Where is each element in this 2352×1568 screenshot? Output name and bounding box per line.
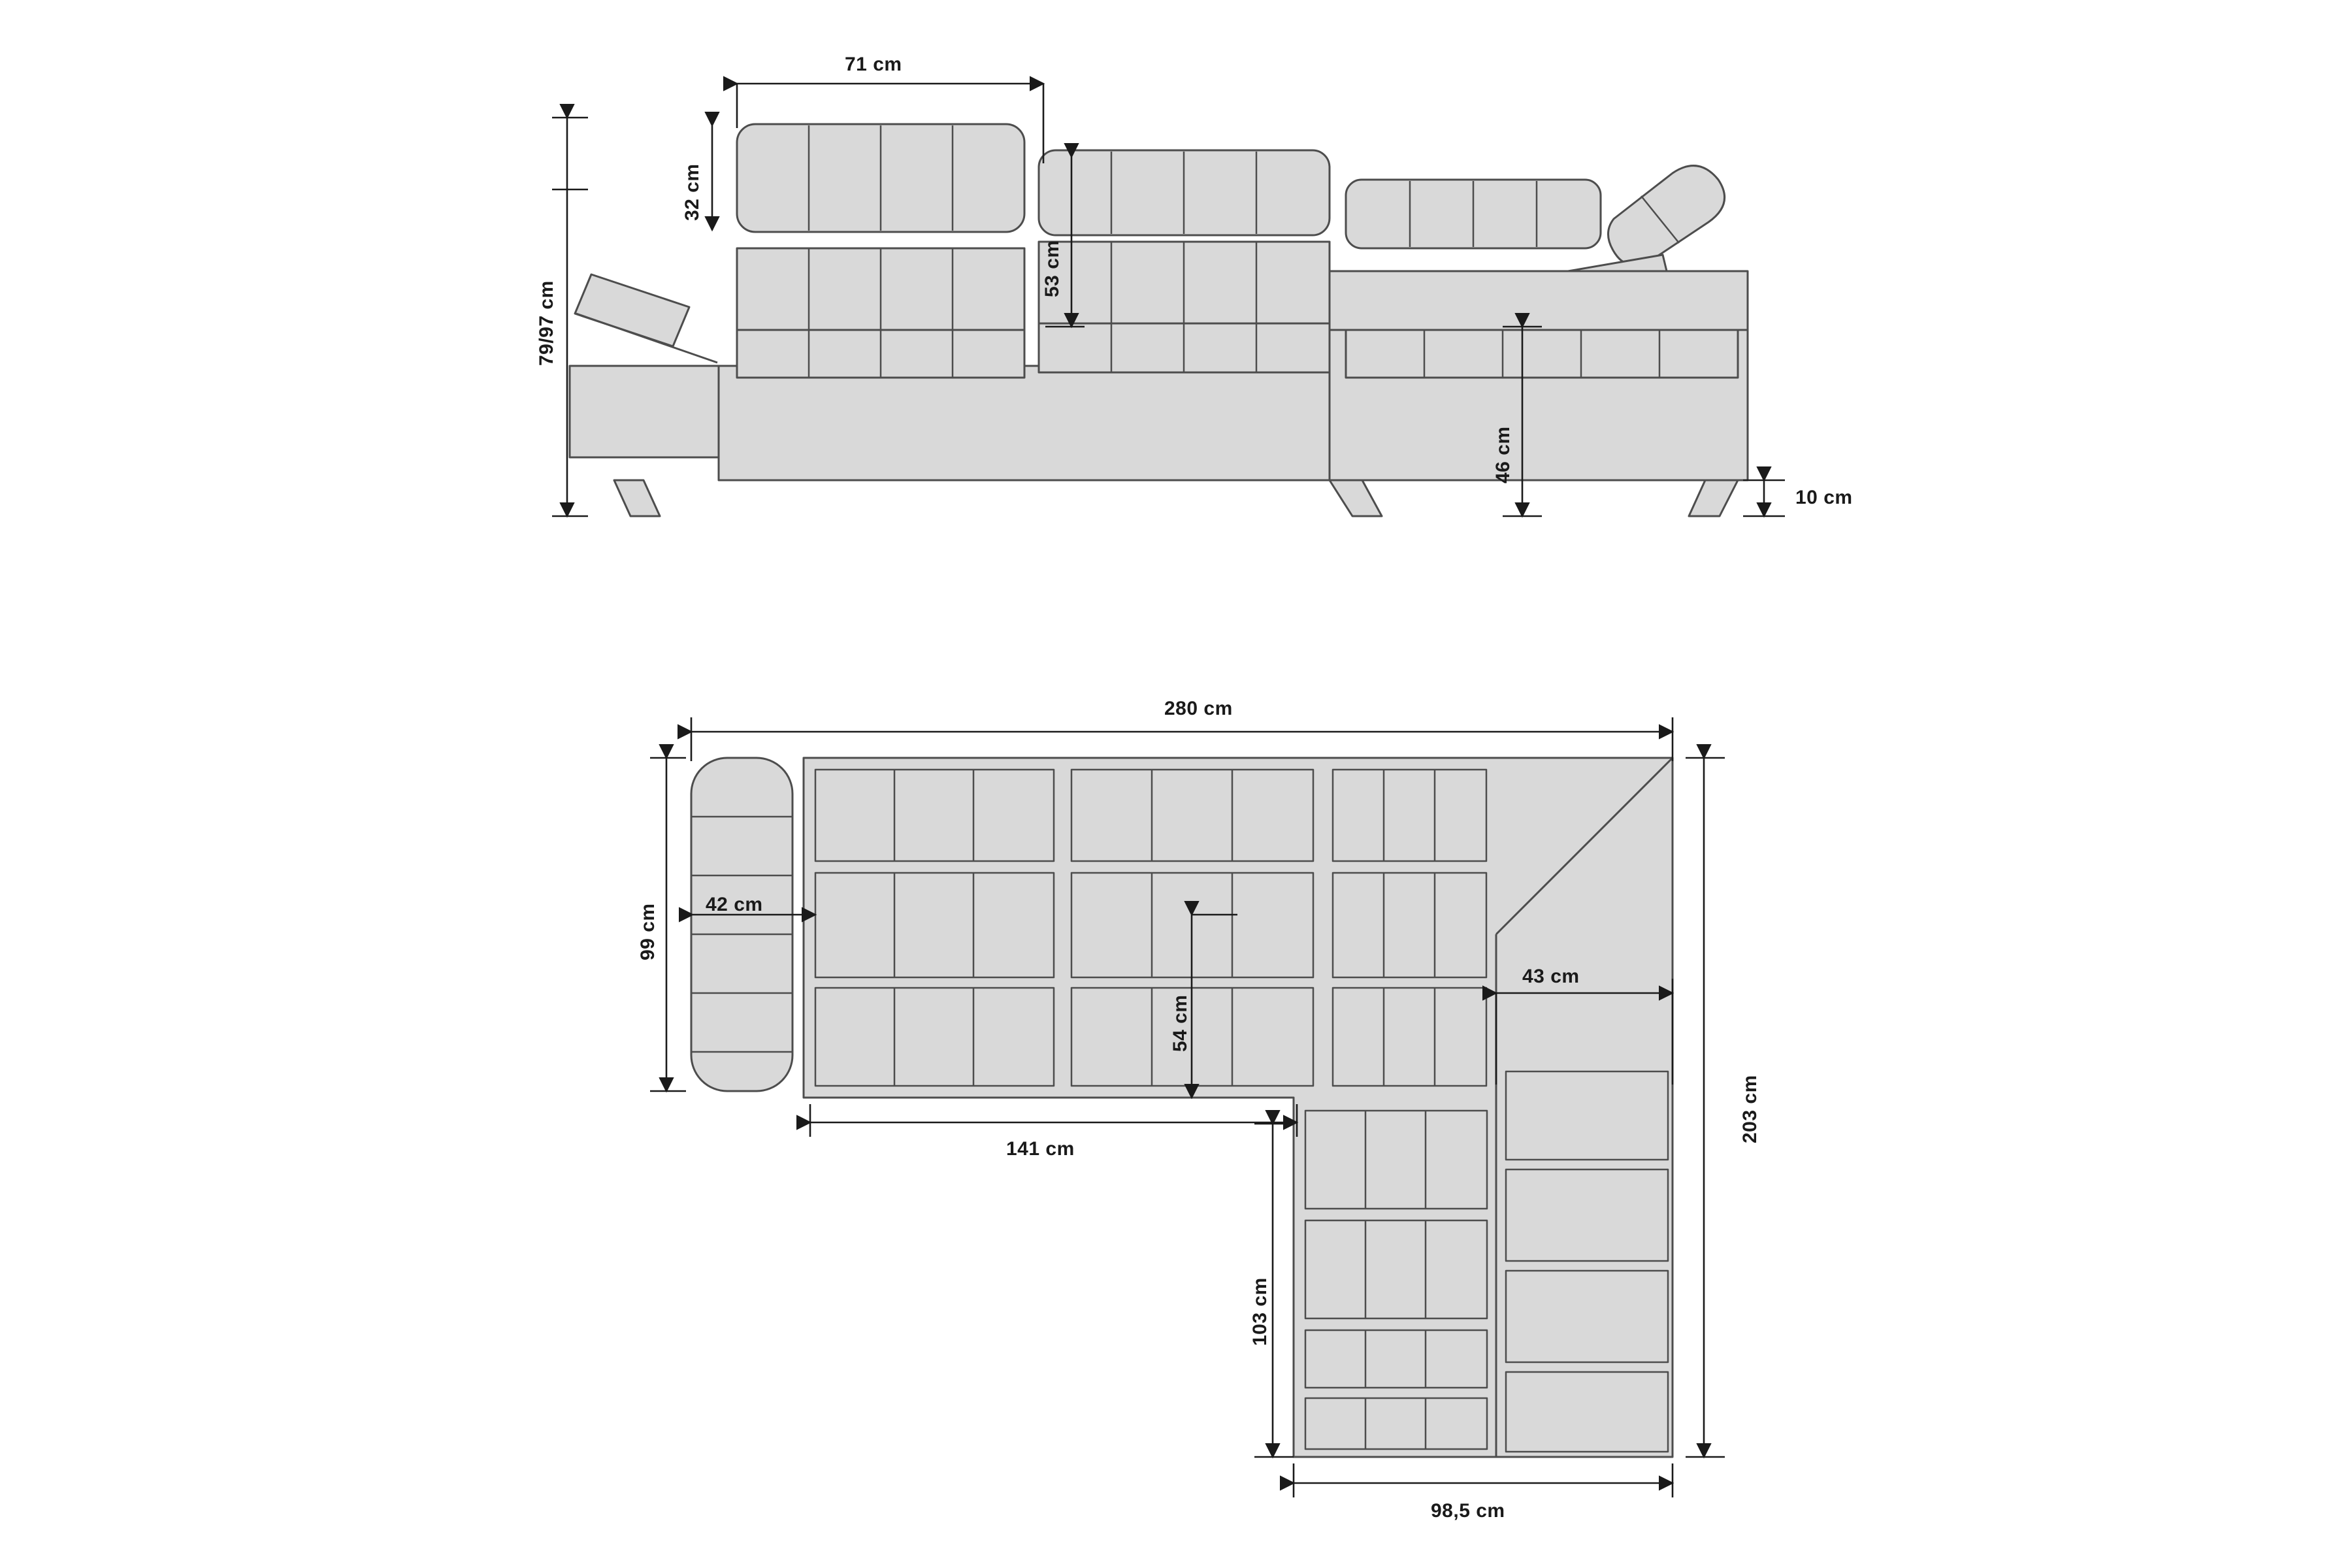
dim-label-chaise-width: 98,5 cm <box>1431 1500 1505 1522</box>
backrest-left <box>737 248 1024 330</box>
dim-label-seat-depth: 42 cm <box>706 894 763 915</box>
front-legs <box>614 480 1738 516</box>
dim-label-leg-height: 10 cm <box>1795 487 1853 508</box>
headrest-left <box>737 124 1024 232</box>
plan-seat-left <box>815 770 1054 1086</box>
plan-chaise <box>1305 1111 1487 1449</box>
seat-cushion-right <box>1346 327 1738 378</box>
backrest-right <box>1330 271 1748 330</box>
top-plan-view <box>691 758 1673 1457</box>
backrest-middle <box>1039 242 1330 323</box>
dim-label-seat-height-arm: 46 cm <box>1492 426 1514 483</box>
dim-label-total-width: 280 cm <box>1164 698 1233 719</box>
dim-label-total-depth: 203 cm <box>1739 1075 1761 1143</box>
headrest-right <box>1346 180 1601 248</box>
dim-label-backrest-height: 53 cm <box>1041 240 1063 297</box>
dim-label-height-overall: 79/97 cm <box>536 280 557 366</box>
dim-label-sleeping-width: 141 cm <box>1006 1138 1075 1160</box>
dim-label-armrest-depth: 99 cm <box>637 903 659 960</box>
headrest-far-right-tilted <box>1608 166 1724 265</box>
plan-left-armrest <box>691 758 792 1091</box>
seat-base-left <box>719 366 1372 480</box>
dim-label-seat-length: 54 cm <box>1169 994 1191 1052</box>
plan-seat-corner <box>1333 770 1486 1086</box>
plan-right-armrest <box>1506 1071 1668 1452</box>
dim-label-chaise-length: 103 cm <box>1249 1277 1271 1346</box>
dim-label-headrest-height: 32 cm <box>681 163 703 221</box>
left-armrest-tilted <box>570 274 719 457</box>
front-elevation-view <box>570 124 1748 516</box>
headrest-middle <box>1039 150 1330 235</box>
dim-label-headrest-width: 71 cm <box>845 54 902 75</box>
seat-cushion-mid <box>1039 320 1330 372</box>
seat-cushion-left <box>737 327 1024 378</box>
dim-label-corner-seat-depth: 43 cm <box>1522 966 1580 987</box>
